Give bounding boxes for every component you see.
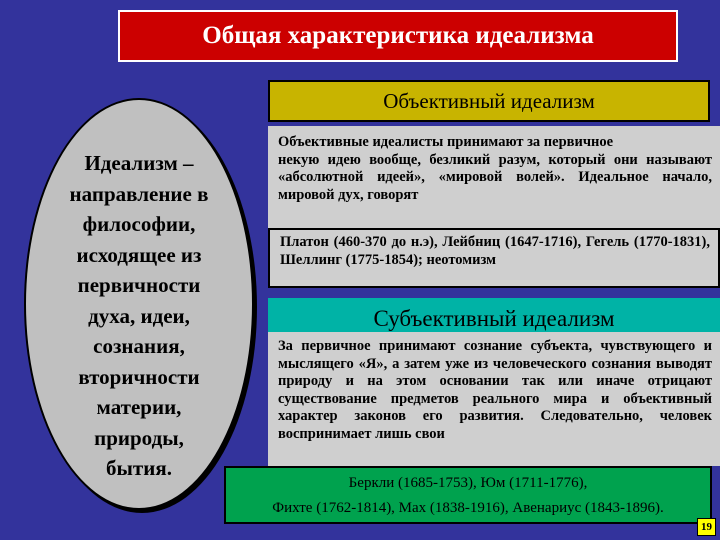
objective-idealism-names: Платон (460-370 до н.э), Лейбниц (1647-1716), Гегель (1770-1831), Шеллинг (1775-1854); неотомизм xyxy=(268,228,720,288)
page-title: Общая характеристика идеализма xyxy=(118,10,678,62)
objective-idealism-text: Объективные идеалисты принимают за первичное некую идею вообще, безликий разум, который они называют «абсолютной идеей», «мировой волей». Идеальное начало, мировой дух, говорят xyxy=(268,126,720,228)
definition-line: бытия. xyxy=(106,456,172,480)
definition-line: сознания, xyxy=(93,334,185,358)
page-number-badge: 19 xyxy=(697,518,716,536)
definition-line: исходящее из xyxy=(76,242,202,267)
definition-text xyxy=(24,148,254,484)
definition-line: Идеализм – xyxy=(84,151,194,175)
definition-line: философии, xyxy=(82,212,196,236)
definition-line: направление в xyxy=(69,181,209,206)
subjective-idealism-names xyxy=(224,466,712,524)
definition-line: духа, идеи, xyxy=(88,303,190,328)
names-line: Беркли (1685-1753), Юм (1711-1776), xyxy=(348,475,588,491)
subjective-idealism-text: За первичное принимают сознание субъекта, чувствующего и мыслящего «Я», а затем уже из человеческого сознания выводят природу и на этом основании так или иначе отрицают существование предметов реального мира и объективный характер законов его развития. Следовательно, человек воспринимает лишь свои xyxy=(268,332,720,466)
definition-line: природы, xyxy=(94,425,184,450)
definition-line: первичности xyxy=(77,273,201,297)
objective-idealism-header: Объективный идеализм xyxy=(268,80,710,122)
definition-line: вторичности xyxy=(78,364,200,389)
names-line: Фихте (1762-1814), Мах (1838-1916), Авенариус (1843-1896). xyxy=(272,500,664,516)
subjective-idealism-header: Субъективный идеализм xyxy=(268,298,720,340)
definition-line: материи, xyxy=(96,395,182,419)
